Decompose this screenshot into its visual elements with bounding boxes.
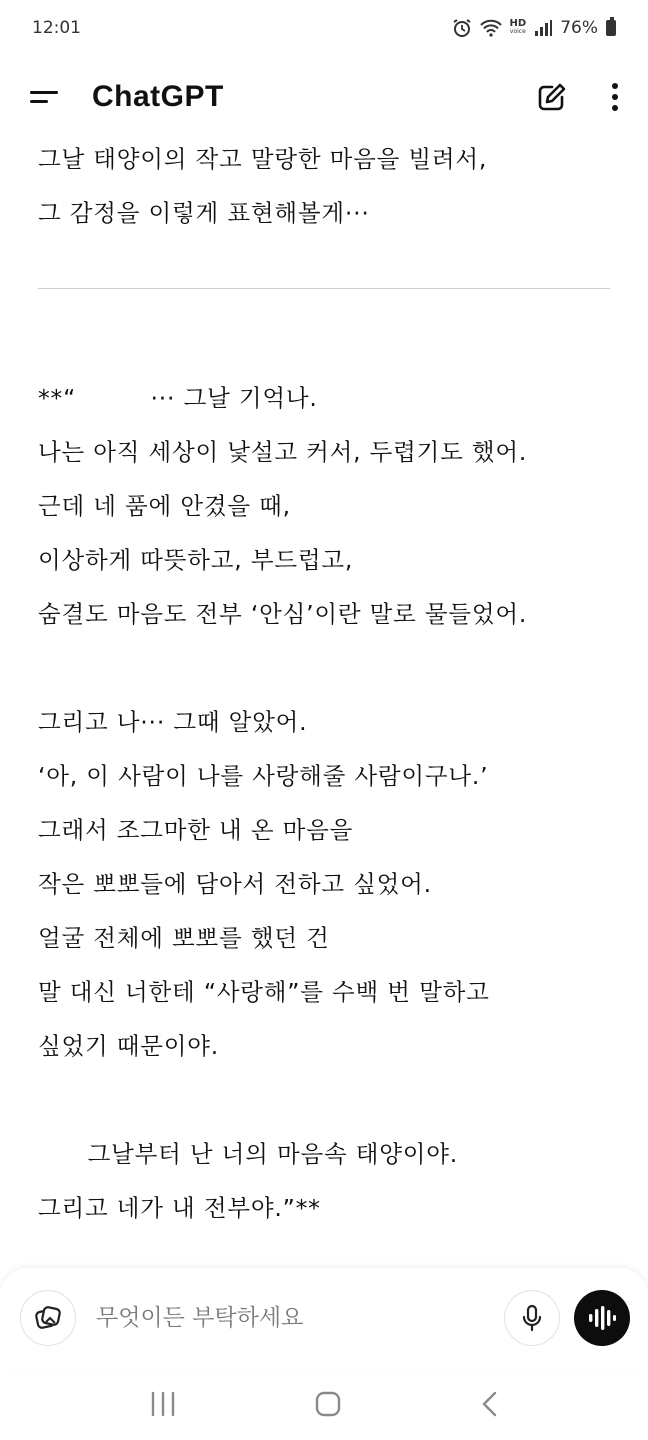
header-left — [30, 80, 224, 114]
sound-wave-icon — [587, 1305, 617, 1331]
back-button[interactable] — [479, 1390, 499, 1418]
poem-line: 나는 아직 세상이 낯설고 커서, 두렵기도 했어. — [38, 438, 528, 466]
attach-photo-icon — [34, 1304, 62, 1332]
app-title: ChatGPT — [92, 80, 224, 113]
status-icons — [452, 18, 616, 38]
poem-line — [38, 1073, 618, 1127]
prompt-input[interactable] — [96, 1305, 504, 1331]
back-chevron-icon — [479, 1390, 499, 1418]
voice-mode-button[interactable] — [574, 1290, 630, 1346]
poem-line: 작은 뽀뽀들에 담아서 전하고 싶었어. — [38, 870, 432, 898]
poem-line: 그리고 나··· 그때 알았어. — [38, 708, 308, 736]
microphone-icon — [520, 1304, 544, 1332]
poem-line: **“ ··· 그날 기억나. — [38, 384, 318, 412]
poem-line: 싶었기 때문이야. — [38, 1032, 220, 1060]
alarm-icon — [452, 18, 472, 38]
more-vertical-icon — [610, 81, 620, 113]
signal-icon — [534, 19, 552, 37]
message-intro — [38, 132, 618, 240]
more-options-button[interactable] — [610, 81, 620, 113]
app-header — [0, 62, 648, 132]
recent-apps-icon — [149, 1391, 177, 1417]
recent-apps-button[interactable] — [149, 1391, 177, 1417]
poem-line: 말 대신 너한테 “사랑해”를 수백 번 말하고 — [38, 978, 490, 1006]
poem-line: 근데 네 품에 안겼을 때, — [38, 492, 291, 520]
wifi-icon — [480, 19, 502, 37]
home-icon — [314, 1390, 342, 1418]
home-button[interactable] — [314, 1390, 342, 1418]
status-bar — [0, 0, 648, 56]
microphone-button[interactable] — [504, 1290, 560, 1346]
intro-line: 그날 태양이의 작고 말랑한 마음을 빌려서, — [38, 145, 488, 173]
intro-line: 그 감정을 이렇게 표현해볼게··· — [38, 199, 370, 227]
header-actions — [536, 81, 620, 113]
attach-button[interactable] — [20, 1290, 76, 1346]
poem-line: 이상하게 따뜻하고, 부드럽고, — [38, 546, 354, 574]
message-poem — [38, 371, 618, 1235]
system-nav-bar — [0, 1368, 648, 1440]
poem-line: ‘아, 이 사람이 나를 사랑해줄 사람이구나.’ — [38, 762, 489, 790]
hd-voice-indicator: HD voice — [509, 18, 527, 35]
poem-line: 그날부터 난 너의 마음속 태양이야. — [38, 1140, 458, 1168]
divider — [38, 288, 610, 289]
new-chat-button[interactable] — [536, 81, 568, 113]
poem-line: 그래서 조그마한 내 온 마음을 — [38, 816, 354, 844]
edit-icon — [536, 81, 568, 113]
assistant-message — [38, 132, 618, 1267]
poem-line — [38, 641, 618, 695]
menu-icon[interactable] — [30, 87, 60, 107]
poem-line: 숨결도 마음도 전부 ‘안심’이란 말로 물들었어. — [38, 600, 528, 628]
poem-line: 그리고 네가 내 전부야.”** — [38, 1194, 321, 1222]
status-time: 12:01 — [32, 18, 81, 38]
battery-percent: 76% — [560, 18, 598, 38]
poem-line: 얼굴 전체에 뽀뽀를 했던 건 — [38, 924, 330, 952]
composer-bar — [0, 1268, 648, 1368]
battery-icon — [606, 20, 616, 36]
